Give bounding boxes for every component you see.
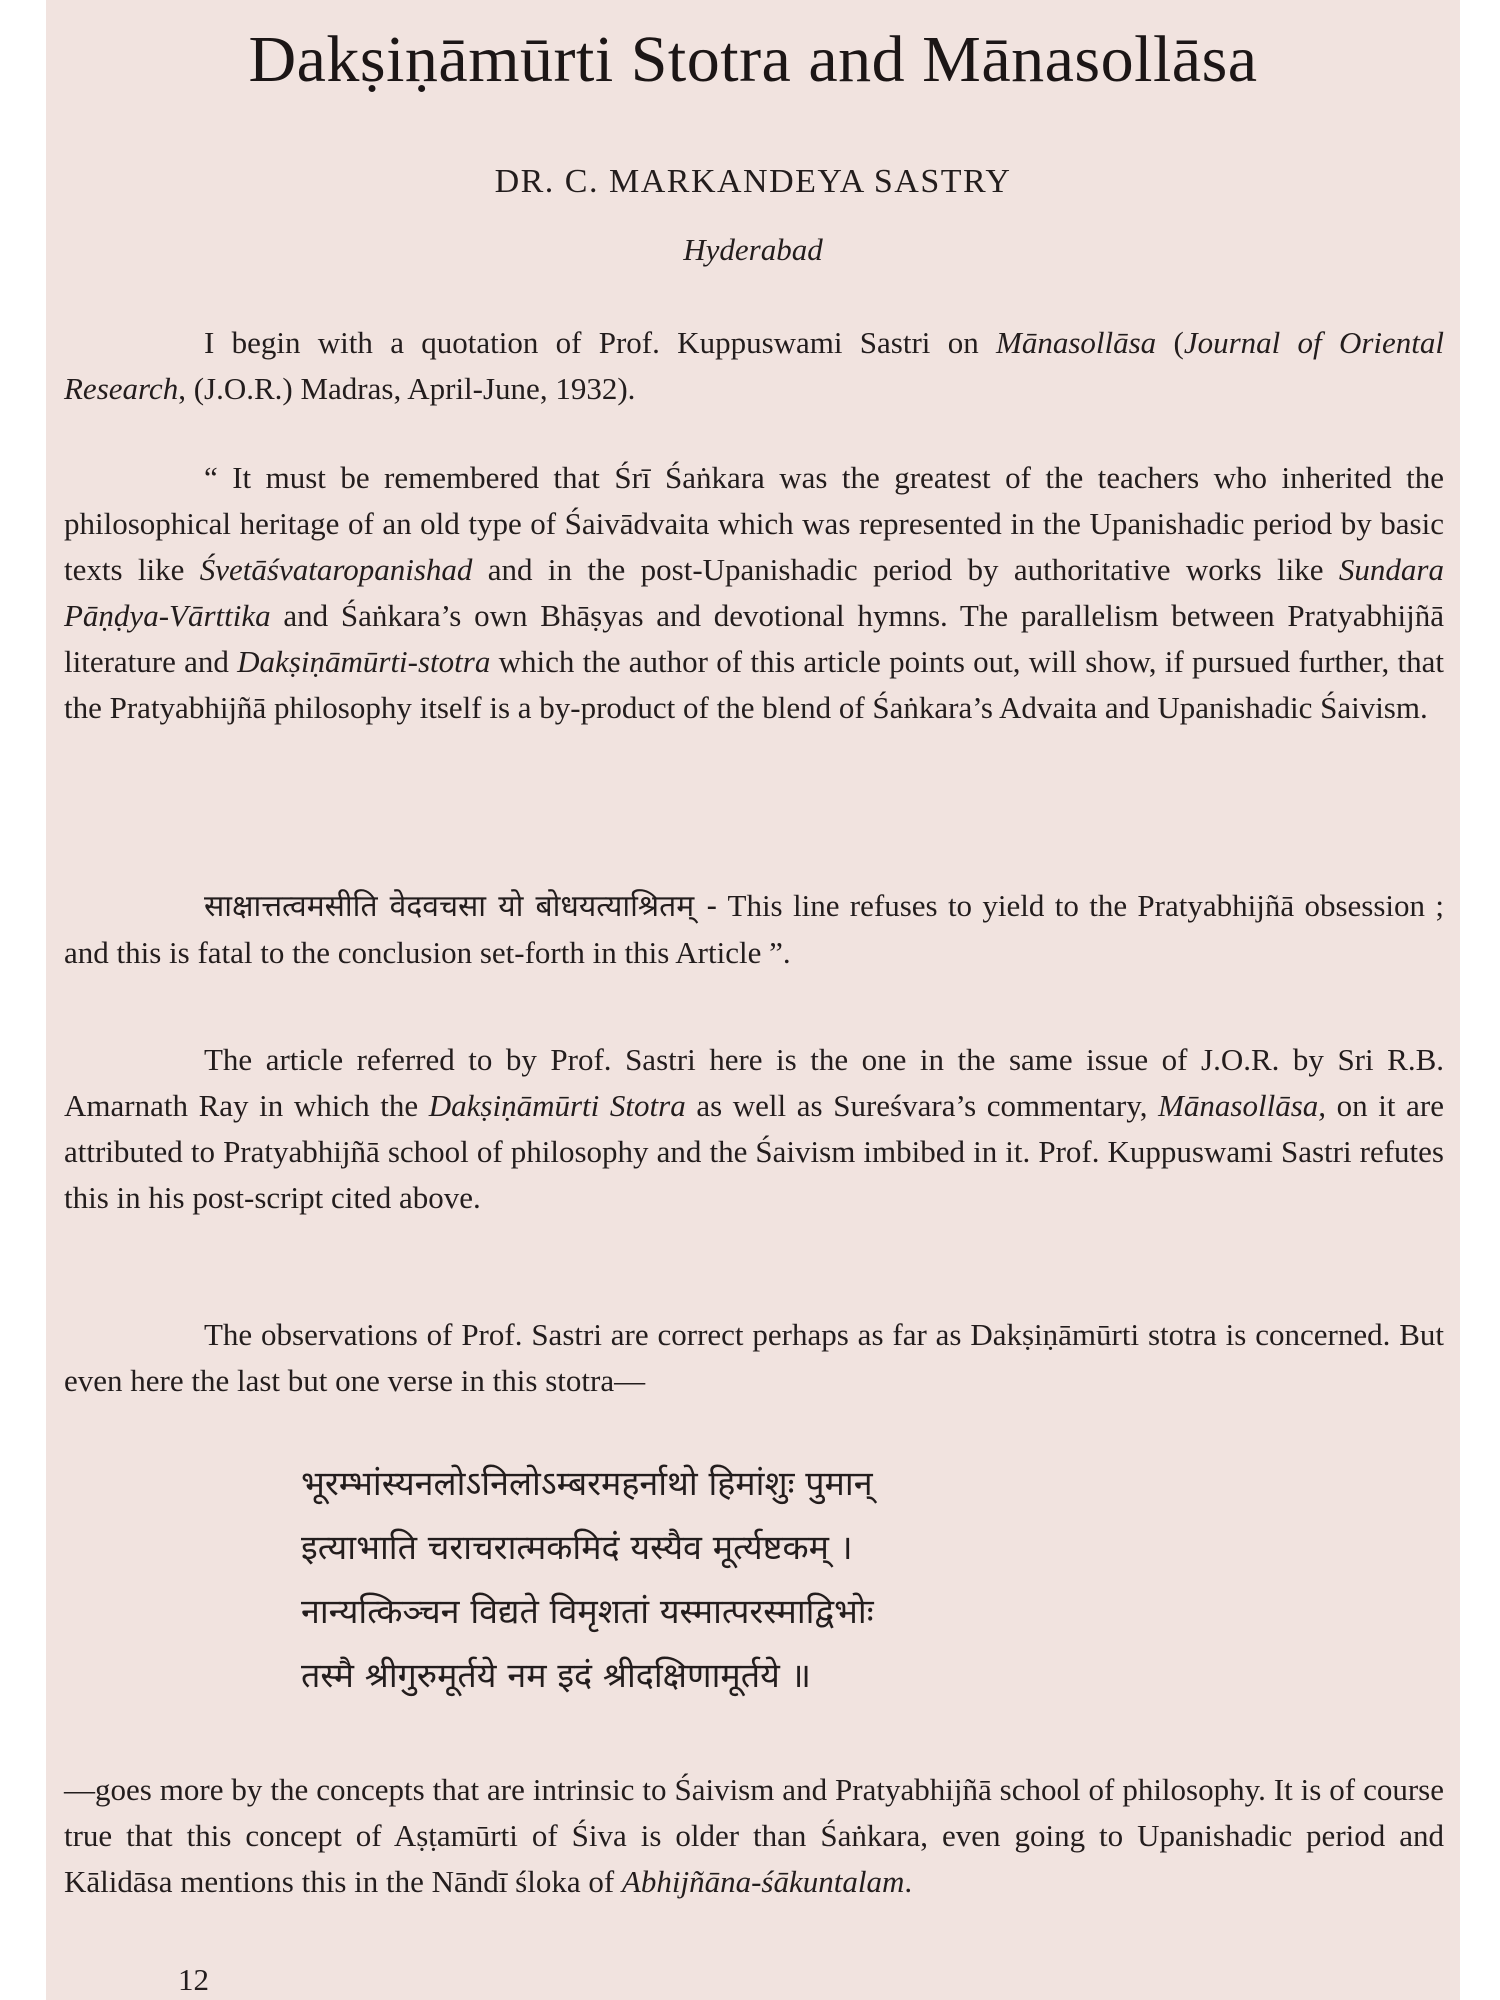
intro-paragraph bbox=[64, 320, 1444, 412]
closing-text-1: —goes more by the concepts that are intrinsic to Śaivism and Pratyabhijñā school of philosophy. It is of course true that this concept of Aṣṭamūrti of Śiva is older than Śaṅkara, even going to Upanishadic period and Kālidāsa mentions this in the Nāndī śloka of bbox=[64, 1772, 1444, 1899]
observations-text: The observations of Prof. Sastri are correct perhaps as far as Dakṣiṇāmūrti stotra is concerned. But even here the last but one verse in this stotra— bbox=[64, 1317, 1444, 1398]
quote-italic-sundara: Sundara Pāṇḍya-Vārttika bbox=[64, 552, 1444, 633]
quote-italic-svetasvatara: Śvetāśvataropanishad bbox=[199, 552, 473, 587]
reference-text-1: The article referred to by Prof. Sastri here is the one in the same issue of J.O.R. by Sri R.B. Amarnath Ray in which the bbox=[64, 1042, 1444, 1123]
intro-text-3: , (J.O.R.) Madras, April-June, 1932). bbox=[178, 371, 636, 406]
quote-italic-stotra: Dakṣiṇāmūrti-stotra bbox=[237, 644, 491, 679]
intro-italic-manasollasa: Mānasollāsa bbox=[996, 325, 1157, 360]
document-page bbox=[46, 0, 1460, 2000]
verse-line-1: भूरम्भांस्यनलोऽनिलोऽम्बरमहर्नाथो हिमांशुः पुमान् bbox=[301, 1464, 873, 1504]
intro-text-1: I begin with a quotation of Prof. Kuppuswami Sastri on bbox=[204, 325, 996, 360]
article-reference-paragraph bbox=[64, 1037, 1444, 1221]
quote-text-4: which the author of this article points out, will show, if pursued further, that the Pratyabhijñā philosophy itself is a by-product of the blend of Śaṅkara’s Advaita and Upanishadic Śaivism. bbox=[64, 644, 1444, 725]
intro-italic-journal: Journal of Oriental Research bbox=[64, 325, 1444, 406]
verse-line-4: तस्मै श्रीगुरुमूर्तये नम इदं श्रीदक्षिणामूर्तये ॥ bbox=[301, 1656, 812, 1696]
reference-italic-stotra: Dakṣiṇāmūrti Stotra bbox=[428, 1088, 686, 1123]
sanskrit-line: साक्षात्तत्वमसीति वेदवचसा यो बोधयत्याश्रितम् - bbox=[204, 889, 718, 924]
closing-text-2: . bbox=[904, 1864, 913, 1899]
author-name: DR. C. MARKANDEYA SASTRY bbox=[494, 163, 1012, 200]
closing-paragraph bbox=[64, 1767, 1444, 1905]
verse-line-3: नान्यत्किञ्चन विद्यते विमृशतां यस्मात्परस्माद्विभोः bbox=[301, 1592, 874, 1632]
article-title: Dakṣiṇāmūrti Stotra and Mānasollāsa bbox=[248, 23, 1258, 96]
observations-paragraph bbox=[64, 1312, 1444, 1404]
author-location: Hyderabad bbox=[683, 232, 823, 267]
quotation-paragraph bbox=[64, 455, 1444, 731]
quote-text-1: “ It must be remembered that Śrī Śaṅkara was the greatest of the teachers who inherited the philosophical heritage of an old type of Śaivādvaita which was represented in the Upanishadic period by basic texts like bbox=[64, 460, 1444, 587]
closing-italic-sakuntalam: Abhijñāna-śākuntalam bbox=[621, 1864, 905, 1899]
reference-text-3: on it are attributed to Pratyabhijñā school of philosophy and the Śaivism imbibed in it. Prof. Kuppuswami Sastri refutes this in his post-script cited above. bbox=[64, 1088, 1444, 1215]
quote-text-2: and in the post-Upanishadic period by authoritative works like bbox=[472, 552, 1339, 587]
quote-text-3: and Śaṅkara’s own Bhāṣyas and devotional hymns. The parallelism between Pratyabhijñā literature and bbox=[64, 598, 1444, 679]
reference-text-2: as well as Sureśvara’s commentary, bbox=[685, 1088, 1159, 1123]
page-number: 12 bbox=[178, 1962, 209, 1997]
intro-text-2: ( bbox=[1156, 325, 1184, 360]
sanskrit-commentary-text: This line refuses to yield to the Pratyabhijñā obsession ; and this is fatal to the conclusion set-forth in this Article ”. bbox=[64, 888, 1444, 970]
sanskrit-quote-paragraph bbox=[64, 883, 1444, 976]
verse-line-2: इत्याभाति चराचरात्मकमिदं यस्यैव मूर्त्यष्टकम् । bbox=[301, 1528, 853, 1568]
reference-italic-manasollasa: Mānasollāsa, bbox=[1158, 1088, 1327, 1123]
sanskrit-verse bbox=[301, 1452, 874, 1708]
